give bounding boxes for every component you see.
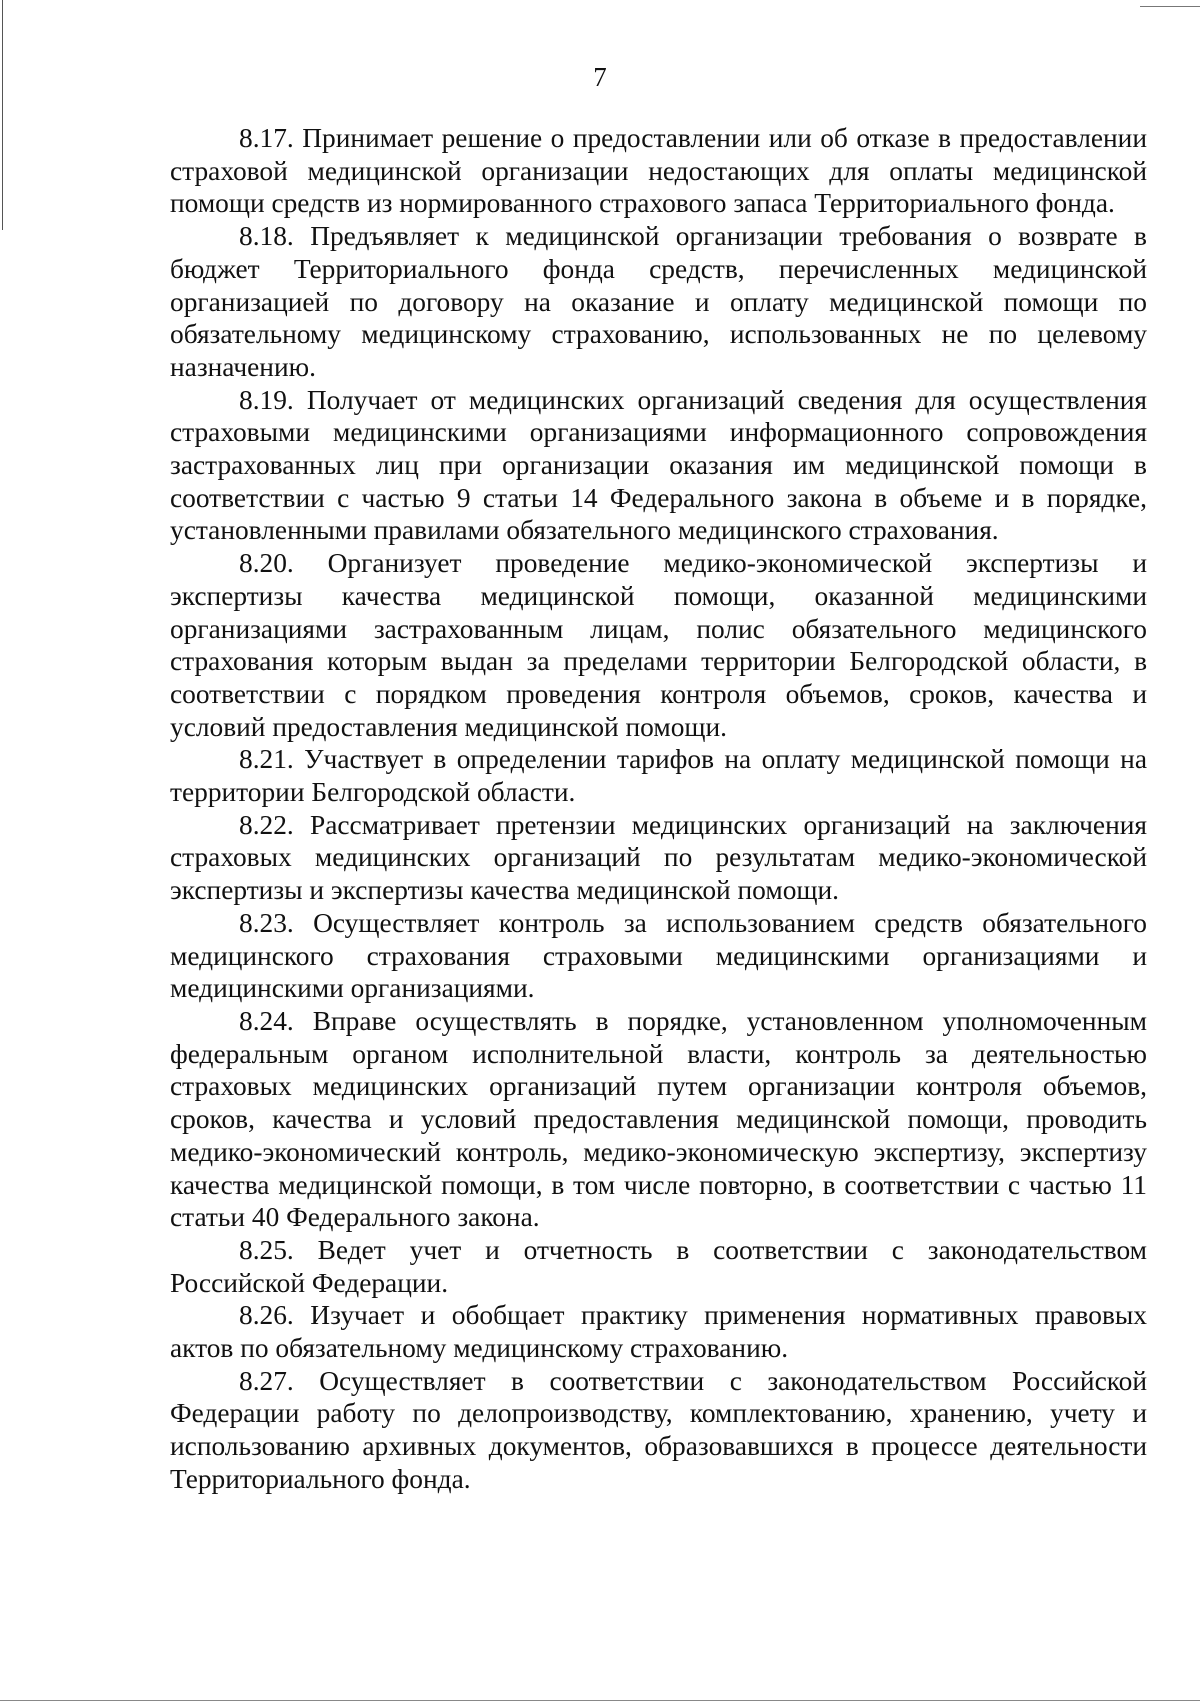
paragraph-8-18: 8.18. Предъявляет к медицинской организации требования о возврате в бюджет Территориального фонда средств, перечисленных медицинской организацией по договору на оказание и оплату медицинской помощи по обязательному медицинскому страхованию, использованных не по целевому назначению.: [170, 221, 1147, 382]
paragraph-8-26: 8.26. Изучает и обобщает практику применения нормативных правовых актов по обязательному медицинскому страхованию.: [170, 1300, 1147, 1364]
paragraph-8-20: 8.20. Организует проведение медико-экономической экспертизы и экспертизы качества медицинской помощи, оказанной медицинскими организациями застрахованным лицам, полис обязательного медицинского страхования которым выдан за пределами территории Белгородской области, в соответствии с порядком проведения контроля объемов, сроков, качества и условий предоставления медицинской помощи.: [170, 548, 1147, 742]
scan-edge-top-right: [1140, 6, 1200, 7]
paragraph-8-21: 8.21. Участвует в определении тарифов на оплату медицинской помощи на территории Белгородской области.: [170, 744, 1147, 808]
paragraph-8-17: 8.17. Принимает решение о предоставлении или об отказе в предоставлении страховой медицинской организации недостающих для оплаты медицинской помощи средств из нормированного страхового запаса Территориального фонда.: [170, 123, 1147, 219]
paragraph-8-19: 8.19. Получает от медицинских организаций сведения для осуществления страховыми медицинскими организациями информационного сопровождения застрахованных лиц при организации оказания им медицинской помощи в соответствии с частью 9 статьи 14 Федерального закона в объеме и в порядке, установленными правилами обязательного медицинского страхования.: [170, 384, 1147, 546]
paragraph-8-25: 8.25. Ведет учет и отчетность в соответствии с законодательством Российской Федерации.: [170, 1234, 1147, 1298]
document-body: [170, 122, 1147, 1496]
paragraph-8-24: 8.24. Вправе осуществлять в порядке, установленном уполномоченным федеральным органом исполнительной власти, контроль за деятельностью страховых медицинских организаций путем организации контроля объемов, сроков, качества и условий предоставления медицинской помощи, проводить медико-экономический контроль, медико-экономическую экспертизу, экспертизу качества медицинской помощи, в том числе повторно, в соответствии с частью 11 статьи 40 Федерального закона.: [170, 1005, 1147, 1233]
paragraph-8-27: 8.27. Осуществляет в соответствии с законодательством Российской Федерации работу по делопроизводству, комплектованию, хранению, учету и использованию архивных документов, образовавшихся в процессе деятельности Территориального фонда.: [170, 1365, 1147, 1494]
paragraph-8-22: 8.22. Рассматривает претензии медицинских организаций на заключения страховых медицинских организаций по результатам медико-экономической экспертизы и экспертизы качества медицинской помощи.: [170, 809, 1147, 906]
scan-edge-bottom: [0, 1700, 1200, 1701]
scan-edge-left: [2, 0, 3, 230]
paragraph-8-23: 8.23. Осуществляет контроль за использованием средств обязательного медицинского страхования страховыми медицинскими организациями и медицинскими организациями.: [170, 907, 1147, 1004]
page-number: 7: [593, 62, 607, 92]
